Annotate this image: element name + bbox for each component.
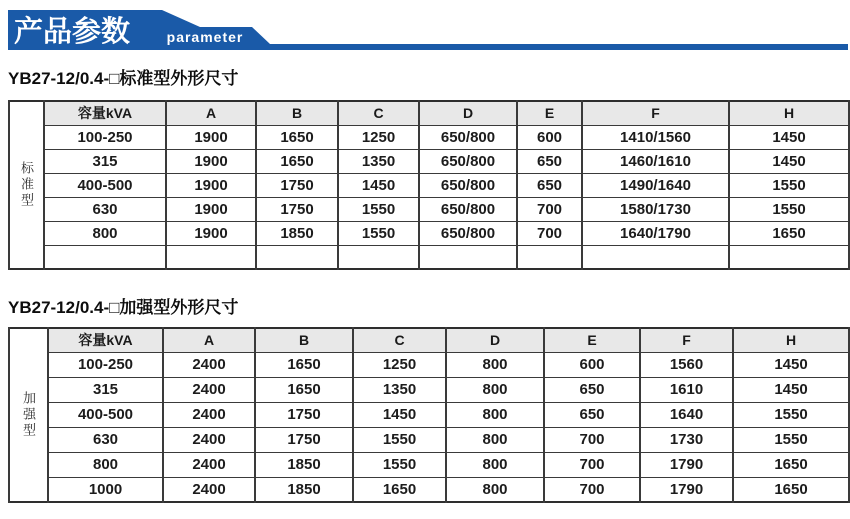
reinforced-table-header-row: [9, 328, 849, 352]
table-cell: 1640/1790: [582, 221, 729, 245]
side-label-reinforced: 加强型: [9, 328, 48, 502]
table-cell: 650/800: [419, 173, 517, 197]
table-cell: 2400: [163, 477, 255, 502]
table-row: [9, 427, 849, 452]
table-cell: 1490/1640: [582, 173, 729, 197]
table-cell: 1550: [729, 173, 849, 197]
table-cell: 1450: [338, 173, 419, 197]
column-header: A: [163, 328, 255, 352]
table-cell: 630: [44, 197, 166, 221]
table-cell: 1250: [353, 352, 446, 377]
table-cell: 1460/1610: [582, 149, 729, 173]
column-header: A: [166, 101, 256, 125]
table-cell: 1650: [729, 221, 849, 245]
table-cell: 1900: [166, 197, 256, 221]
table-row: [9, 352, 849, 377]
table-cell: 1750: [255, 402, 353, 427]
table-cell: 1900: [166, 125, 256, 149]
table-cell: 1850: [256, 221, 338, 245]
reinforced-table-body: [9, 328, 849, 502]
table-cell: 1550: [338, 221, 419, 245]
table-cell: 800: [446, 352, 544, 377]
table-cell: 800: [446, 427, 544, 452]
table-cell: 700: [544, 477, 640, 502]
table-cell: 1350: [353, 377, 446, 402]
column-header: D: [419, 101, 517, 125]
table-row: [9, 173, 849, 197]
table-cell: 1730: [640, 427, 733, 452]
table-cell: 315: [48, 377, 163, 402]
column-header: H: [733, 328, 849, 352]
table-cell: 400-500: [44, 173, 166, 197]
table-cell: 800: [446, 452, 544, 477]
table-cell: 100-250: [48, 352, 163, 377]
table-cell: 650/800: [419, 149, 517, 173]
table-cell: 1750: [255, 427, 353, 452]
table-cell: 1550: [733, 427, 849, 452]
table-cell: 1900: [166, 173, 256, 197]
table-cell: 650: [544, 402, 640, 427]
table-cell: 2400: [163, 377, 255, 402]
table-cell: 1900: [166, 149, 256, 173]
table-cell: 1450: [729, 125, 849, 149]
table-cell: 1250: [338, 125, 419, 149]
table-cell: 1450: [733, 377, 849, 402]
standard-table-header-row: [9, 101, 849, 125]
table-cell: 315: [44, 149, 166, 173]
column-header: E: [517, 101, 582, 125]
table-cell: 1900: [166, 221, 256, 245]
banner-shape: [8, 10, 848, 50]
table-cell: 650: [517, 149, 582, 173]
standard-dimensions-table: [8, 100, 850, 270]
table-cell: 1790: [640, 452, 733, 477]
column-header: 容量kVA: [48, 328, 163, 352]
table-cell: 1350: [338, 149, 419, 173]
table-cell: 1000: [48, 477, 163, 502]
table-cell: 1650: [256, 149, 338, 173]
column-header: F: [640, 328, 733, 352]
table-cell: 800: [446, 477, 544, 502]
table-cell: 1560: [640, 352, 733, 377]
table-cell: 1580/1730: [582, 197, 729, 221]
table-cell: 400-500: [48, 402, 163, 427]
table-cell: 800: [446, 377, 544, 402]
side-label-standard: 标准型: [9, 101, 44, 269]
table-cell: 1550: [733, 402, 849, 427]
table-cell: [419, 245, 517, 269]
table-cell: 800: [44, 221, 166, 245]
column-header: E: [544, 328, 640, 352]
table-cell: 800: [48, 452, 163, 477]
column-header: D: [446, 328, 544, 352]
table-cell: 1650: [255, 377, 353, 402]
table-cell: 2400: [163, 352, 255, 377]
column-header: C: [338, 101, 419, 125]
table-cell: 1850: [255, 452, 353, 477]
table-row: [9, 245, 849, 269]
table-cell: 700: [544, 452, 640, 477]
table-row: [9, 149, 849, 173]
table-row: [9, 125, 849, 149]
table-cell: 1650: [733, 477, 849, 502]
column-header: B: [256, 101, 338, 125]
table-cell: 1640: [640, 402, 733, 427]
table-cell: 1750: [256, 197, 338, 221]
column-header: H: [729, 101, 849, 125]
table-cell: 1550: [353, 452, 446, 477]
table-row: [9, 402, 849, 427]
table-row: [9, 477, 849, 502]
table-cell: 700: [517, 197, 582, 221]
section-title-reinforced: YB27-12/0.4-□加强型外形尺寸: [8, 298, 239, 317]
table-cell: 1410/1560: [582, 125, 729, 149]
table-cell: 2400: [163, 452, 255, 477]
column-header: F: [582, 101, 729, 125]
table-cell: 100-250: [44, 125, 166, 149]
table-cell: 650/800: [419, 197, 517, 221]
table-cell: 1850: [255, 477, 353, 502]
table-cell: 1650: [733, 452, 849, 477]
table-cell: 600: [517, 125, 582, 149]
table-cell: 1550: [338, 197, 419, 221]
table-cell: 700: [544, 427, 640, 452]
table-cell: 2400: [163, 402, 255, 427]
table-row: [9, 221, 849, 245]
table-cell: 1610: [640, 377, 733, 402]
table-cell: 650: [517, 173, 582, 197]
table-cell: 1550: [729, 197, 849, 221]
column-header: C: [353, 328, 446, 352]
table-cell: 600: [544, 352, 640, 377]
table-cell: 1550: [353, 427, 446, 452]
table-cell: [166, 245, 256, 269]
column-header: B: [255, 328, 353, 352]
table-cell: 1650: [353, 477, 446, 502]
table-row: [9, 452, 849, 477]
table-cell: [582, 245, 729, 269]
table-cell: 800: [446, 402, 544, 427]
table-cell: 1450: [729, 149, 849, 173]
banner-title: 产品参数: [14, 16, 131, 48]
section-title-standard: YB27-12/0.4-□标准型外形尺寸: [8, 69, 239, 88]
table-row: [9, 377, 849, 402]
table-cell: 1750: [256, 173, 338, 197]
reinforced-dimensions-table: [8, 327, 850, 503]
table-cell: 1650: [256, 125, 338, 149]
banner-subtitle: parameter: [166, 29, 244, 45]
page-header-banner: [0, 0, 850, 55]
table-cell: [729, 245, 849, 269]
table-cell: 650/800: [419, 221, 517, 245]
standard-table-body: [9, 101, 849, 269]
table-cell: 1650: [255, 352, 353, 377]
table-cell: 1790: [640, 477, 733, 502]
table-cell: [44, 245, 166, 269]
table-cell: [517, 245, 582, 269]
column-header: 容量kVA: [44, 101, 166, 125]
table-cell: 630: [48, 427, 163, 452]
table-row: [9, 197, 849, 221]
table-cell: 700: [517, 221, 582, 245]
table-cell: 650/800: [419, 125, 517, 149]
table-cell: 2400: [163, 427, 255, 452]
table-cell: [338, 245, 419, 269]
table-cell: [256, 245, 338, 269]
table-cell: 1450: [353, 402, 446, 427]
table-cell: 650: [544, 377, 640, 402]
table-cell: 1450: [733, 352, 849, 377]
